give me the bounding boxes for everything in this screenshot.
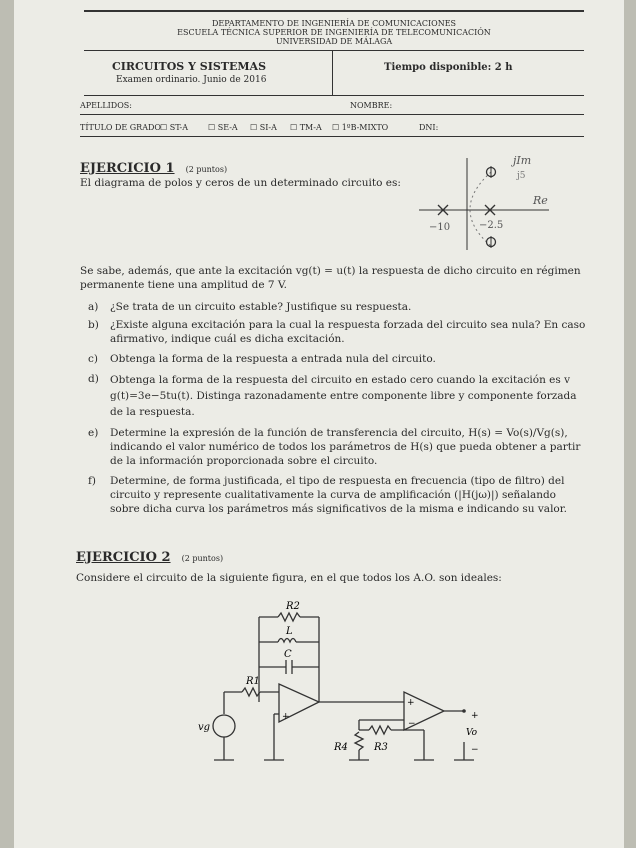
item-label: b) xyxy=(88,319,99,331)
output-node xyxy=(462,709,466,713)
vg-label: vg xyxy=(198,722,211,733)
pole-zero-plot xyxy=(409,150,559,255)
degree-label: 1ºB-MIXTO xyxy=(341,123,389,132)
header-rule-2 xyxy=(84,95,584,96)
item-text: Determine, de forma justificada, el tipo de respuesta en frecuencia (tipo de filtro) del circuito y represente cualitativamente la curva de amplificación (|H(jω)|) señalando sobre dicha curva los parámetros más significativos de la misma e indicando su valor. xyxy=(110,475,567,515)
header-top-rule xyxy=(84,10,584,12)
vg-source-icon xyxy=(213,715,235,737)
r1-label: R1 xyxy=(246,676,260,687)
ex1-item-e xyxy=(88,426,588,468)
item-label: c) xyxy=(88,353,98,365)
minus10-label: −10 xyxy=(429,222,451,233)
item-text: Obtenga la forma de la respuesta a entrada nula del circuito. xyxy=(110,353,436,365)
item-label: a) xyxy=(88,301,99,313)
l-label: L xyxy=(286,626,293,637)
ex1-item-f xyxy=(88,474,588,516)
degree-checkbox-se[interactable]: ☐ SE-A xyxy=(208,123,238,132)
header-rule-3 xyxy=(80,114,584,115)
c-label: C xyxy=(284,649,292,660)
header-university: UNIVERSIDAD DE MÁLAGA xyxy=(275,37,393,46)
header-school: ESCUELA TÉCNICA SUPERIOR DE INGENIERÍA DE TELECOMUNICACIÓN xyxy=(177,28,491,37)
r3-resistor-icon xyxy=(369,726,391,734)
ex1-item-b xyxy=(88,318,588,346)
dashed-arc xyxy=(470,172,491,246)
dni-label: DNI: xyxy=(419,123,439,132)
ex2-intro: Considere el circuito de la siguiente figura, en el que todos los A.O. son ideales: xyxy=(76,572,502,584)
vo-label: Vo xyxy=(466,728,478,738)
ex1-points: (2 puntos) xyxy=(185,165,228,174)
circuit-diagram xyxy=(174,592,494,777)
degree-label: ST-A xyxy=(169,123,188,132)
degree-label: SI-A xyxy=(259,123,277,132)
header-rule-4 xyxy=(80,136,584,137)
opamp2-minus: − xyxy=(408,719,416,729)
item-text: Obtenga la forma de la respuesta del circuito en estado cero cuando la excitación es v g(t)=3e−5tu(t). Distinga razonadamente entre componente libre y componente forzada de la respuesta. xyxy=(110,374,577,418)
item-label: d) xyxy=(88,373,99,385)
header-dept: DEPARTAMENTO DE INGENIERÍA DE COMUNICACIONES xyxy=(211,19,457,28)
ex2-points: (2 puntos) xyxy=(181,554,224,563)
degree-checkbox-si[interactable]: ☐ SI-A xyxy=(250,123,277,132)
header-rule-1 xyxy=(84,50,584,51)
r4-label: R4 xyxy=(334,742,348,753)
time-available: Tiempo disponible: 2 h xyxy=(384,62,513,73)
ex1-item-c xyxy=(88,352,588,366)
course-title: CIRCUITOS Y SISTEMAS xyxy=(112,60,267,73)
ex1-item-d xyxy=(88,372,588,420)
degree-label: SE-A xyxy=(217,123,238,132)
exam-page xyxy=(14,0,624,848)
ex1-item-a xyxy=(88,300,588,314)
opamp1-plus: + xyxy=(282,712,290,722)
im-label: jIm xyxy=(513,154,532,167)
ex1-title: EJERCICIO 1 xyxy=(80,161,175,176)
titulo-label: TÍTULO DE GRADO xyxy=(80,123,161,132)
ex2-heading xyxy=(76,546,223,565)
header-divider xyxy=(332,50,333,95)
degree-checkbox-mixto[interactable]: ☐ 1ºB-MIXTO xyxy=(332,123,389,132)
nombre-label: NOMBRE: xyxy=(350,101,393,110)
degree-checkbox-st[interactable]: ☐ ST-A xyxy=(160,123,188,132)
r2-label: R2 xyxy=(286,601,300,612)
r2-resistor-icon xyxy=(278,613,300,621)
item-text: Determine la expresión de la función de transferencia del circuito, H(s) = Vo(s)/Vg(s), indicando el valor numérico de todos los parámetros de H(s) que pueda obtener a partir de la información proporcionada sobre el circuito. xyxy=(110,427,581,467)
exam-subtitle: Examen ordinario. Junio de 2016 xyxy=(116,75,267,85)
r3-label: R3 xyxy=(374,742,388,753)
ex2-title: EJERCICIO 2 xyxy=(76,550,171,565)
degree-label: TM-A xyxy=(299,123,322,132)
r4-resistor-icon xyxy=(355,732,363,750)
item-label: f) xyxy=(88,475,96,487)
ex1-paragraph: Se sabe, además, que ante la excitación vg(t) = u(t) la respuesta de dicho circuito en régimen permanente tiene una amplitud de 7 V. xyxy=(80,265,581,291)
item-text: ¿Se trata de un circuito estable? Justifique su respuesta. xyxy=(110,301,412,313)
j5-label: j5 xyxy=(517,171,526,181)
apellidos-label: APELLIDOS: xyxy=(80,101,132,110)
l-inductor-icon xyxy=(278,639,296,643)
item-text: ¿Existe alguna excitación para la cual la respuesta forzada del circuito sea nula? En caso afirmativo, indique cuál es dicha excitación. xyxy=(110,319,586,345)
re-label: Re xyxy=(533,194,548,207)
vo-minus-label: − xyxy=(471,745,479,755)
minus25-label: −2.5 xyxy=(479,220,504,231)
ex1-heading xyxy=(80,157,227,176)
r1-resistor-icon xyxy=(242,688,260,696)
opamp2-plus: + xyxy=(407,698,415,708)
degree-checkbox-tm[interactable]: ☐ TM-A xyxy=(290,123,322,132)
vo-plus-label: + xyxy=(471,711,479,721)
item-label: e) xyxy=(88,427,99,439)
ex1-intro: El diagrama de polos y ceros de un determinado circuito es: xyxy=(80,177,401,189)
